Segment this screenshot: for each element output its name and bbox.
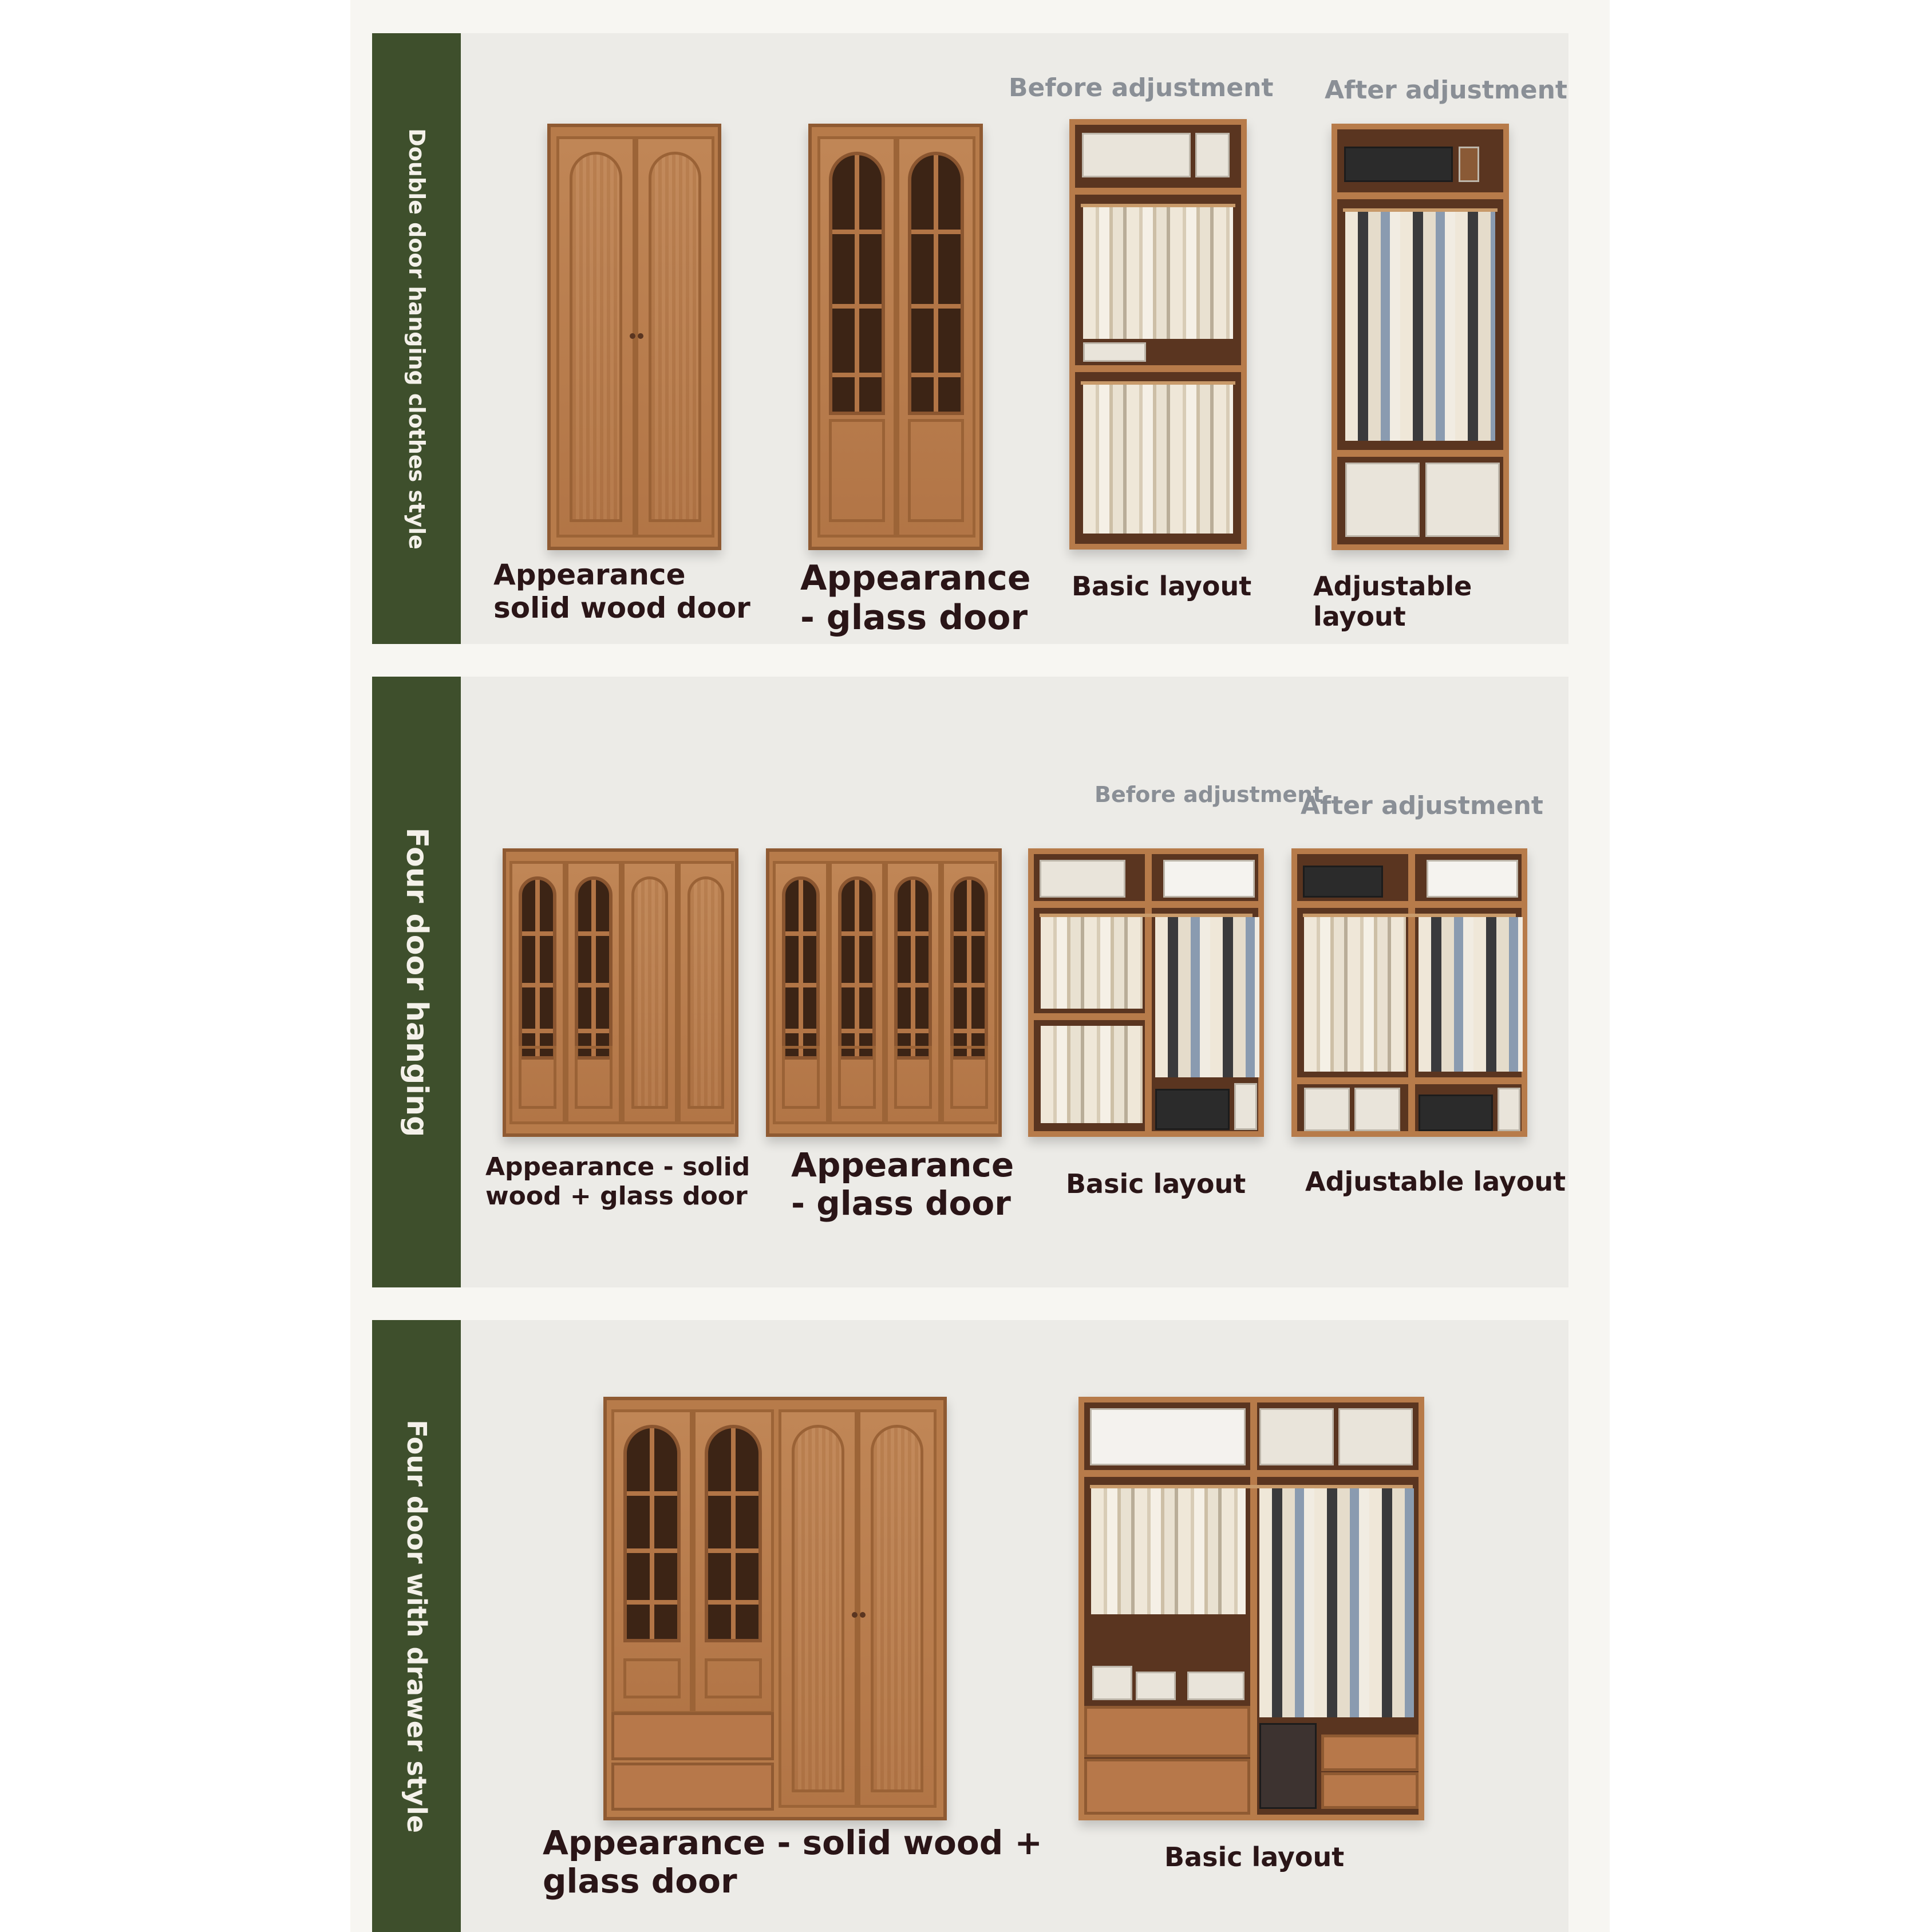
note-before-adjustment: Before adjustment (1095, 782, 1323, 807)
note-after-adjustment: After adjustment (1325, 76, 1567, 105)
cabinet-four-glass-door (766, 848, 1002, 1137)
interior-adjustable-layout (1291, 848, 1527, 1137)
cabinet-solid-wood-glass-drawer (603, 1397, 947, 1820)
interior-basic-layout (1069, 119, 1247, 550)
interior-basic-layout (1078, 1397, 1424, 1820)
cabinet-solid-wood-glass-door (503, 848, 738, 1137)
interior-adjustable-layout (1332, 124, 1509, 550)
label-glass-door: Appearance - glass door (800, 558, 1031, 638)
label-solid-wood-glass-door: Appearance - solid wood + glass door (543, 1823, 1043, 1901)
section-four-door (372, 677, 1568, 1287)
sidebar-double-door (372, 33, 461, 644)
section-double-door (372, 33, 1568, 644)
label-adjustable-layout: Adjustable layout (1305, 1166, 1566, 1197)
label-basic-layout: Basic layout (1164, 1842, 1345, 1872)
sidebar-four-door (372, 677, 461, 1287)
interior-basic-layout (1028, 848, 1264, 1137)
label-adjustable-layout: Adjustable layout (1313, 571, 1472, 632)
section-title: Four door with drawer style (401, 1419, 432, 1833)
section-title: Four door hanging (399, 827, 434, 1137)
label-basic-layout: Basic layout (1066, 1168, 1246, 1199)
label-basic-layout: Basic layout (1072, 571, 1252, 602)
note-before-adjustment: Before adjustment (1009, 73, 1274, 102)
note-after-adjustment: After adjustment (1301, 791, 1543, 820)
label-solid-wood-door: Appearance solid wood door (493, 558, 750, 625)
section-title: Double door hanging clothes style (404, 128, 429, 550)
sidebar-four-door-drawer (372, 1320, 461, 1932)
section-four-door-drawer (372, 1320, 1568, 1932)
cabinet-solid-wood-door (547, 124, 721, 550)
label-glass-door: Appearance - glass door (791, 1145, 1014, 1223)
label-solid-wood-glass-door: Appearance - solid wood + glass door (485, 1152, 750, 1211)
cabinet-glass-door (808, 124, 983, 550)
